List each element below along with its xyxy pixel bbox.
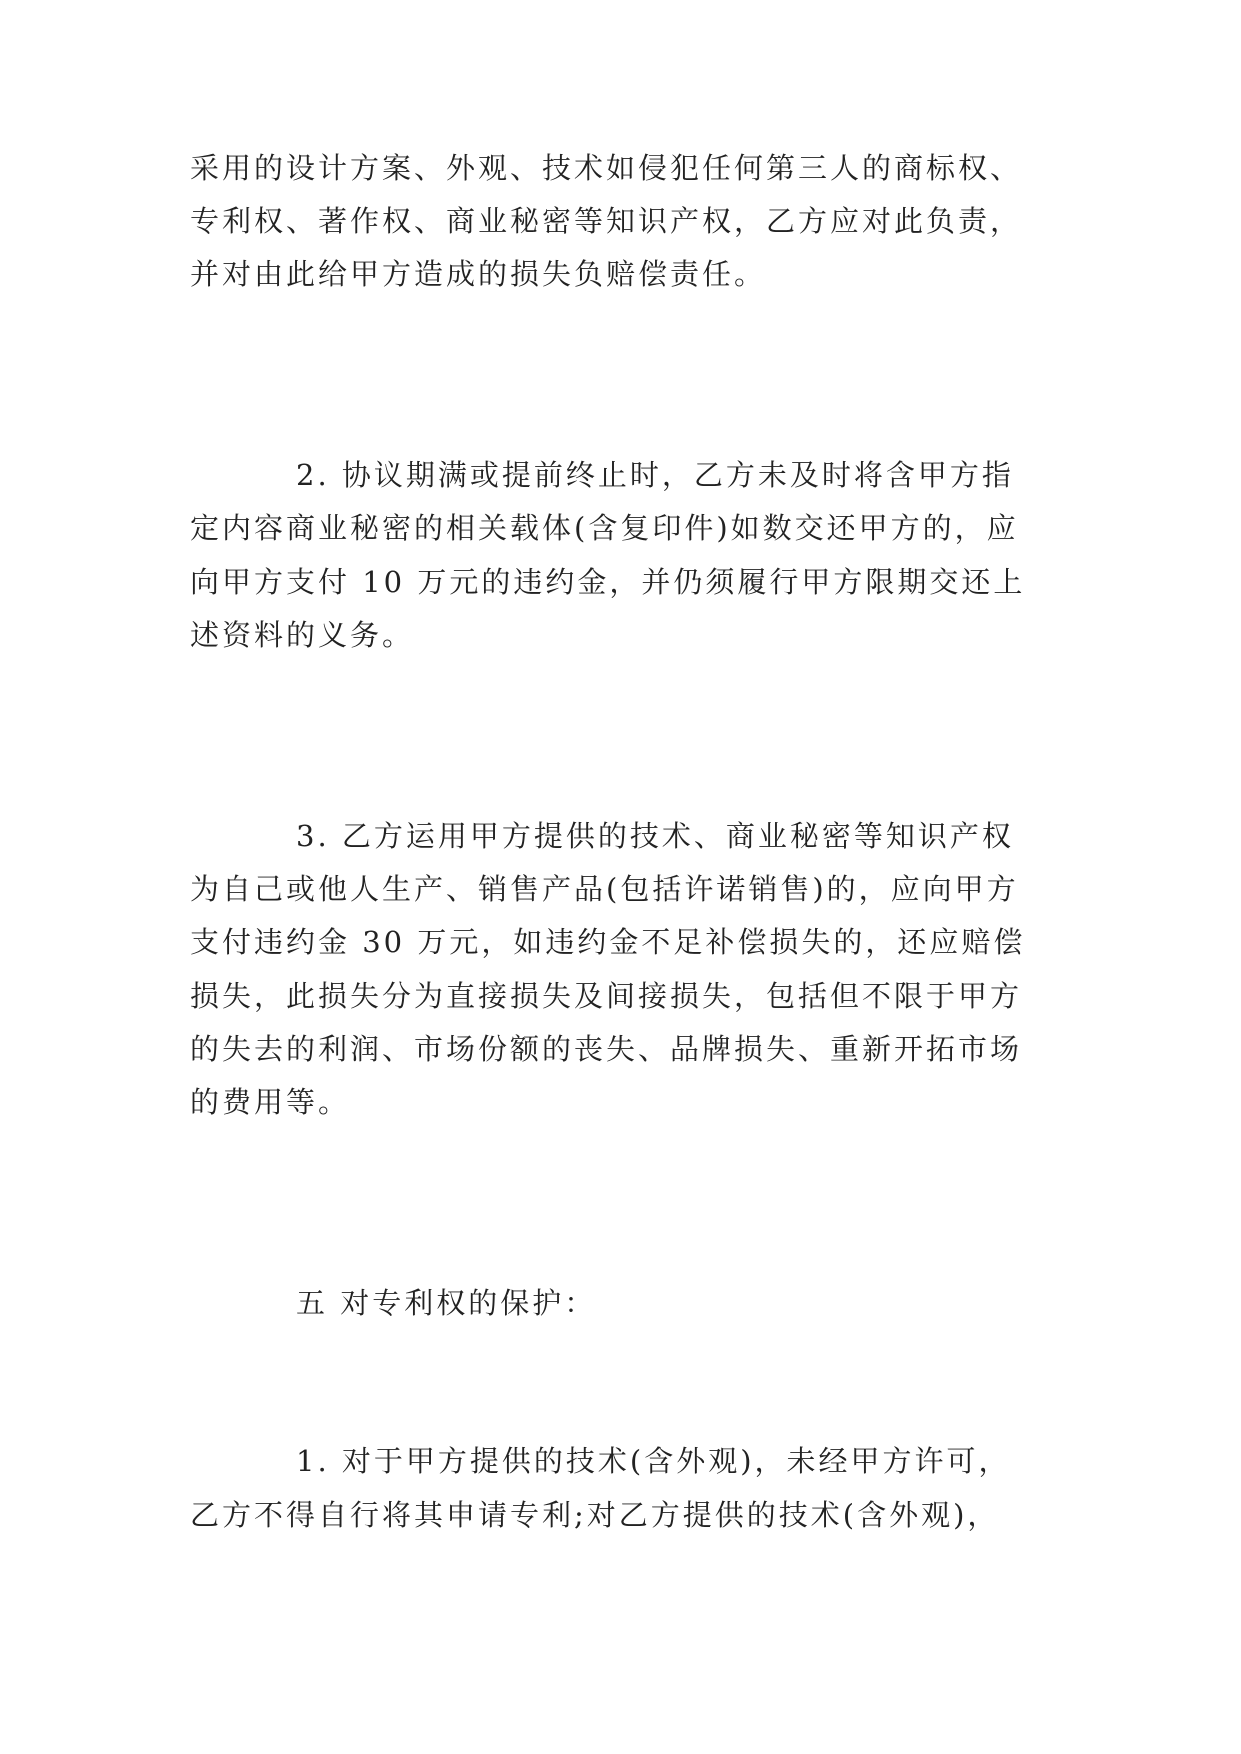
text-line: 的费用等。 [190,1085,351,1119]
text-line: 3. 乙方运用甲方提供的技术、商业秘密等知识产权 [296,819,1014,853]
section-heading-text: 五 对专利权的保护： [296,1286,597,1320]
text-line: 向甲方支付 10 万元的违约金，并仍须履行甲方限期交还上 [190,565,1026,599]
text-line: 支付违约金 30 万元，如违约金不足补偿损失的，还应赔偿 [190,925,1026,959]
text-line: 1. 对于甲方提供的技术(含外观)，未经甲方许可， [296,1444,1011,1478]
text-line: 乙方不得自行将其申请专利;对乙方提供的技术(含外观)， [190,1498,1000,1532]
text-line: 采用的设计方案、外观、技术如侵犯任何第三人的商标权、 [190,151,1023,185]
text-line: 的失去的利润、市场份额的丧失、品牌损失、重新开拓市场 [190,1032,1023,1066]
text-line: 述资料的义务。 [190,618,415,652]
text-line: 定内容商业秘密的相关载体(含复印件)如数交还甲方的，应 [190,511,1019,545]
text-line: 并对由此给甲方造成的损失负赔偿责任。 [190,257,767,291]
text-line: 2. 协议期满或提前终止时，乙方未及时将含甲方指 [296,458,1014,492]
text-line: 损失，此损失分为直接损失及间接损失，包括但不限于甲方 [190,979,1023,1013]
text-line: 专利权、著作权、商业秘密等知识产权，乙方应对此负责， [190,204,1023,238]
text-line: 为自己或他人生产、销售产品(包括许诺销售)的，应向甲方 [190,872,1019,906]
